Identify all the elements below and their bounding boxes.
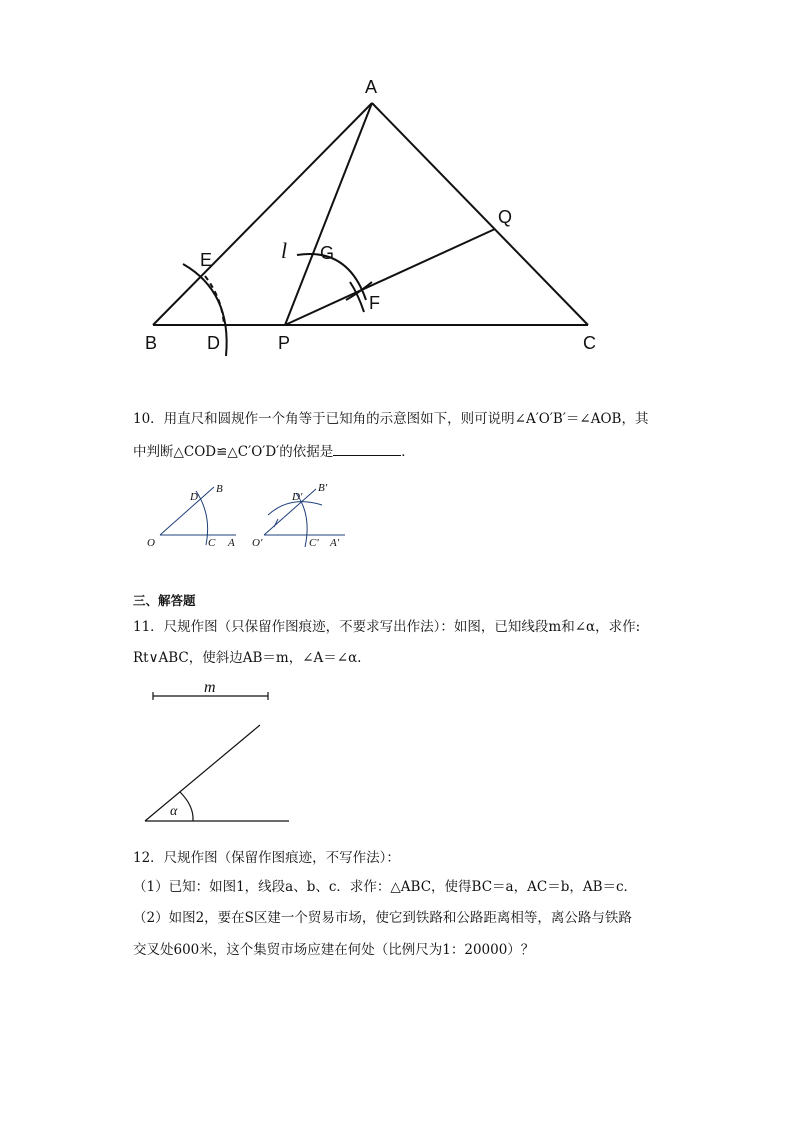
- segment-ac: [372, 103, 588, 325]
- q12-line3: （2）如图2，要在S区建一个贸易市场，使它到铁路和公路距离相等，离公路与铁路: [133, 910, 632, 926]
- label-d-prime: D′: [292, 491, 303, 503]
- q12-line1: 12．尺规作图（保留作图痕迹，不写作法）：: [133, 850, 400, 866]
- q10-line2: [133, 441, 415, 462]
- segment-ab: [153, 103, 372, 325]
- q11-line2: Rt∨ABC，使斜边AB＝m，∠A＝∠α.: [133, 650, 362, 666]
- label-p: P: [278, 333, 291, 353]
- label-b-prime: B′: [318, 482, 328, 494]
- q10-line1: 10．用直尺和圆规作一个角等于已知角的示意图如下，则可说明∠A′O′B′＝∠AOB，其: [133, 411, 649, 427]
- arc-d2: [268, 502, 322, 515]
- arc-de: [183, 264, 227, 356]
- q11-line1: 11．尺规作图（只保留作图痕迹，不要求写出作法）：如图，已知线段m和∠α，求作:: [133, 619, 641, 635]
- label-o-prime: O′: [252, 537, 263, 549]
- answer-blank: [333, 441, 401, 456]
- q12-line4: 交叉处600米，这个集贸市场应建在何处（比例尺为1：20000）？: [133, 942, 535, 958]
- label-a-prime: A′: [330, 537, 340, 549]
- angle-construction-figure: [0, 475, 794, 565]
- angle-side-ray: [145, 725, 260, 821]
- section-title: 三、解答题: [133, 593, 196, 608]
- label-d-small: D: [190, 491, 198, 503]
- label-c: C: [583, 333, 596, 353]
- label-d: D: [207, 333, 220, 353]
- label-e: E: [200, 250, 213, 270]
- label-a: A: [365, 77, 378, 97]
- label-o: O: [147, 537, 155, 549]
- q12-line2: （1）已知：如图1，线段a、b、c．求作：△ABC，使得BC＝a，AC＝b，AB＝c．: [133, 879, 638, 895]
- label-b: B: [145, 333, 158, 353]
- label-c-prime: C′: [309, 537, 319, 549]
- label-l: l: [281, 238, 288, 263]
- triangle-figure: [0, 0, 794, 380]
- angle-alpha-label: α: [170, 804, 178, 819]
- q10-line2-end: ．: [401, 444, 415, 460]
- label-b-small: B: [216, 483, 223, 495]
- angle-arc: [180, 792, 193, 821]
- segment-angle-figure: [0, 678, 794, 828]
- label-c-small: C: [208, 537, 216, 549]
- q10-line2-text: 中判断△COD≌△C′O′D′的依据是: [133, 444, 334, 460]
- label-g: G: [320, 243, 335, 263]
- label-q: Q: [498, 207, 513, 227]
- ray-ob: [160, 487, 214, 535]
- label-f: F: [369, 293, 380, 313]
- segment-m-label: m: [204, 679, 216, 696]
- label-a-small: A: [228, 537, 235, 549]
